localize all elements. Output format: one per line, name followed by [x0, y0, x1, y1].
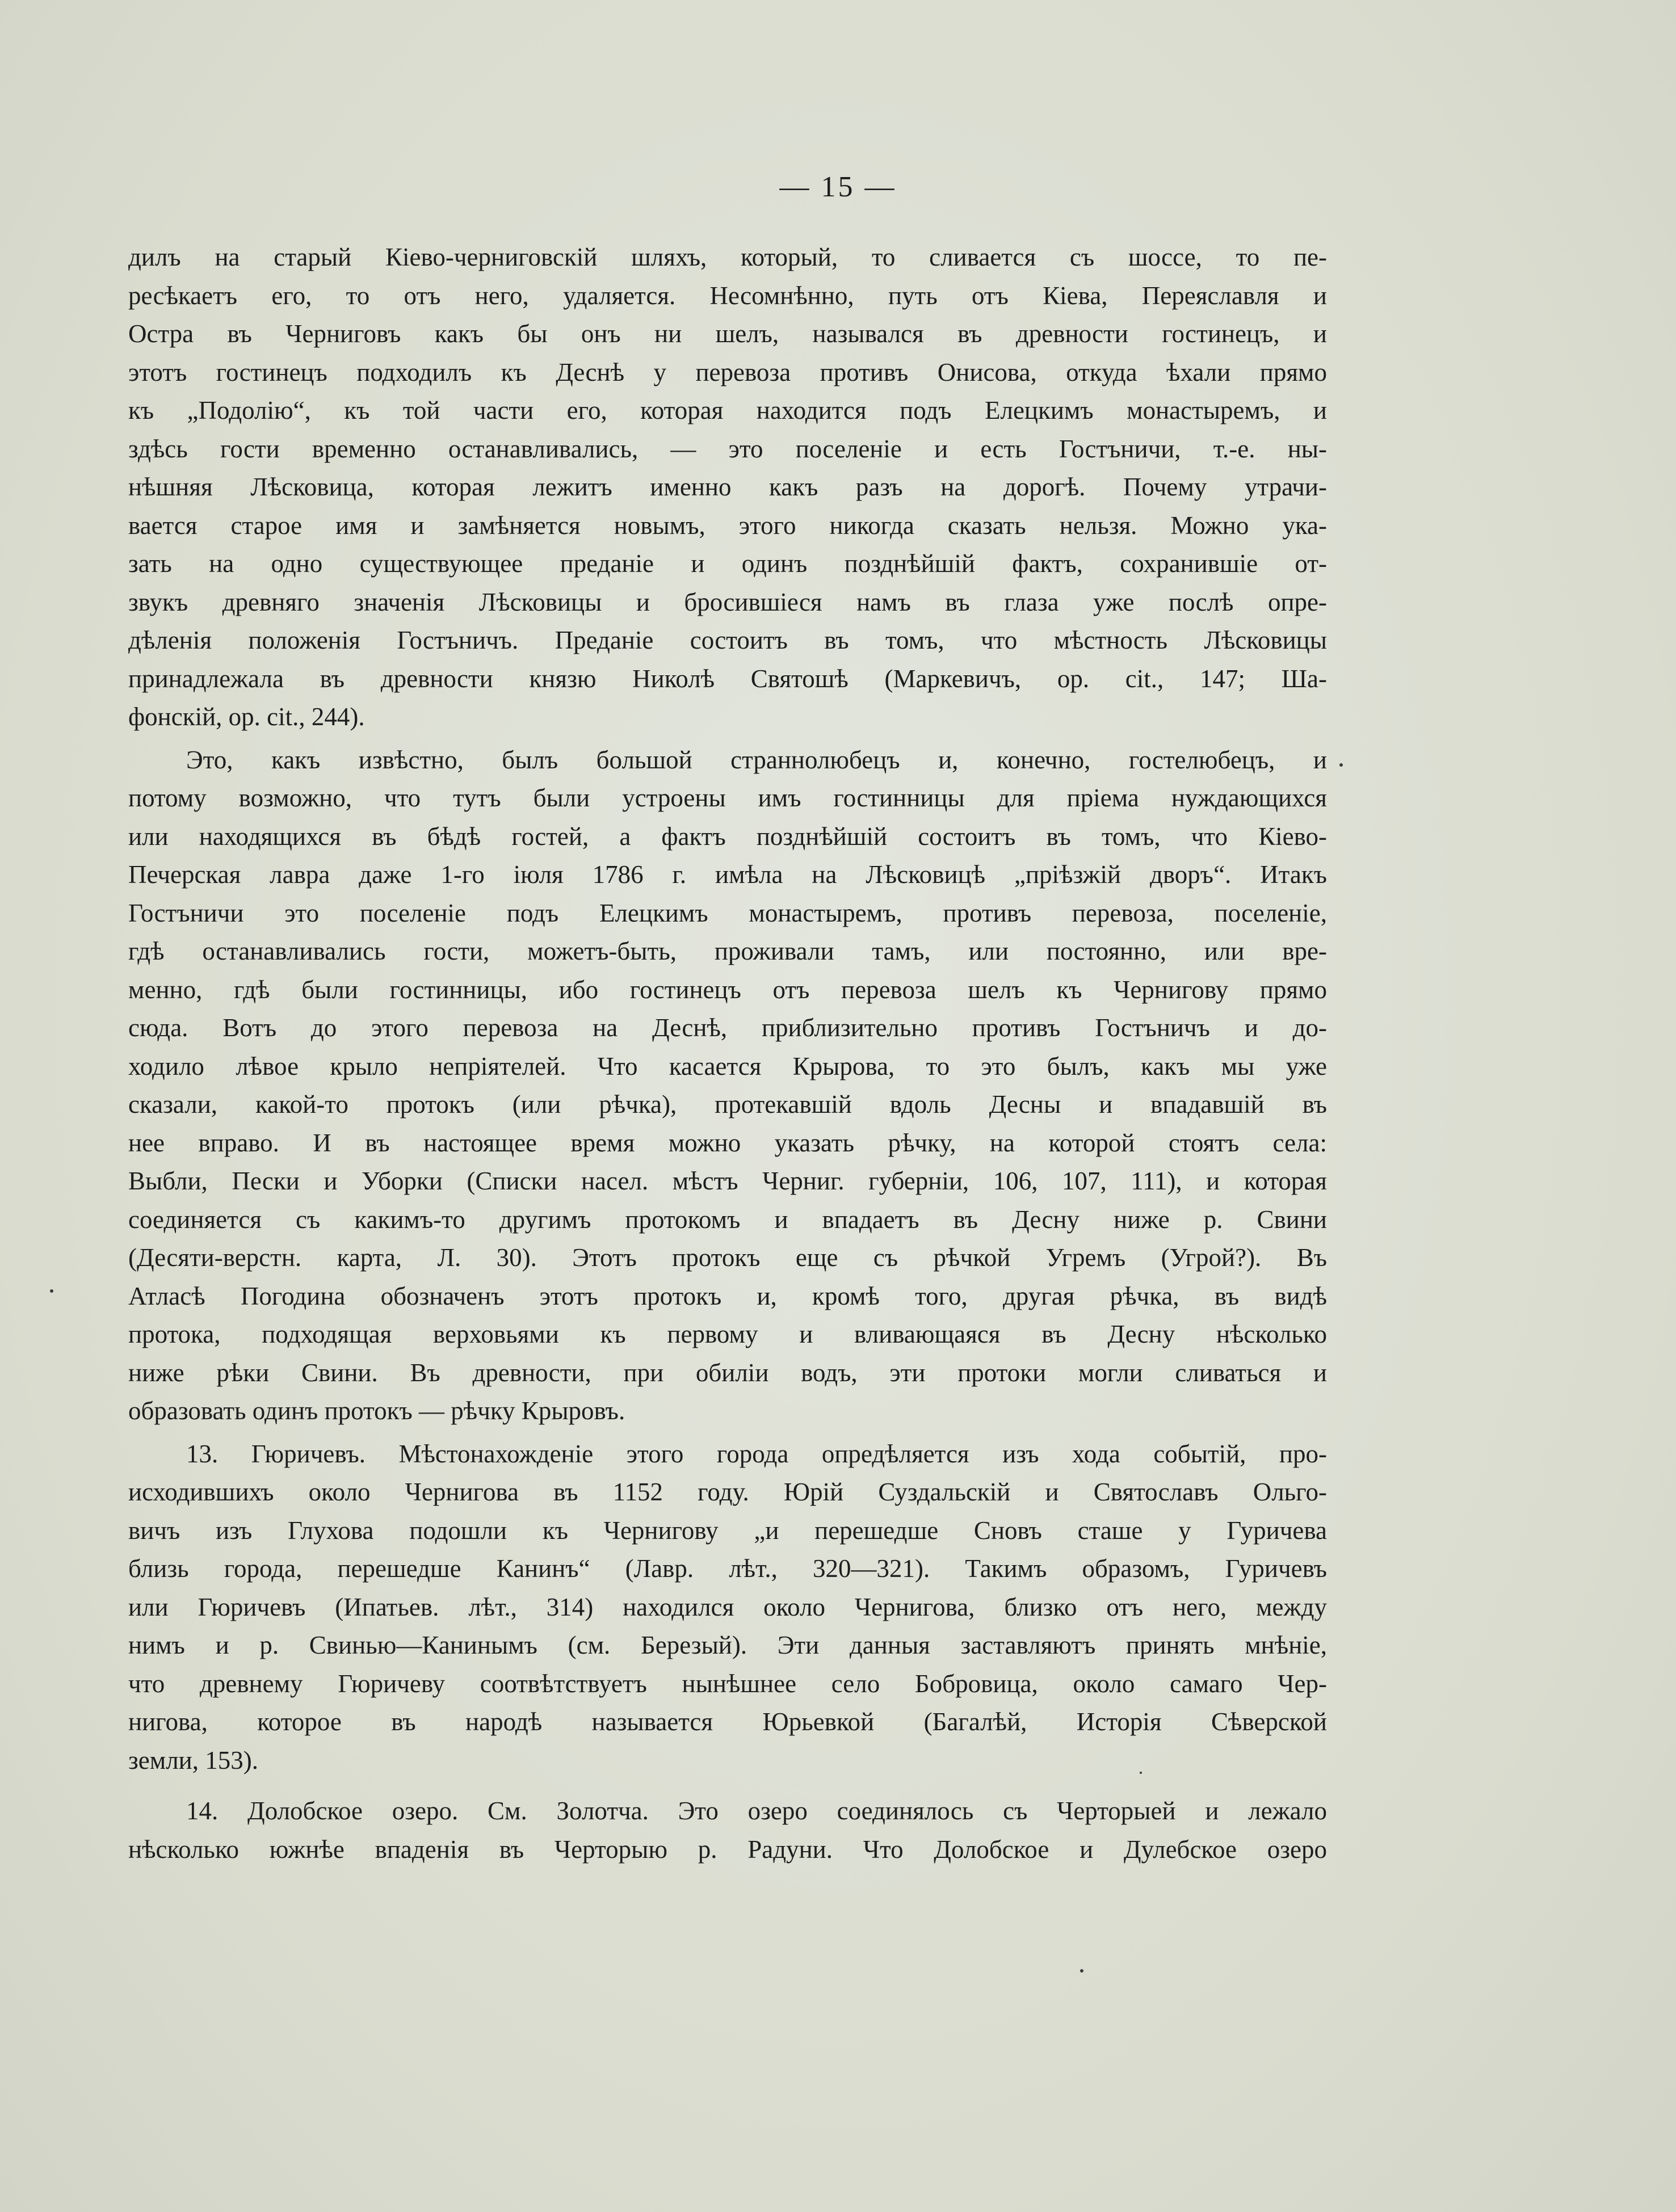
body-text [128, 238, 1327, 1869]
text-line: 14. Долобское озеро. См. Золотча. Это озеро соединялось съ Черторыей и лежало [186, 1797, 1327, 1825]
text-line: 13. Гюричевъ. Мѣстонахожденіе этого города опредѣляется изъ хода событій, про- [186, 1439, 1327, 1468]
text-line: сказали, какой-то протокъ (или рѣчка), протекавшій вдоль Десны и впадавшій въ [128, 1090, 1327, 1118]
paragraph-spacer [128, 1431, 1327, 1435]
text-line: ходило лѣвое крыло непріятелей. Что касается Крырова, то это былъ, какъ мы уже [128, 1052, 1327, 1080]
text-line: нигова, которое въ народѣ называется Юрьевкой (Багалѣй, Исторія Сѣверской [128, 1708, 1327, 1736]
scan-speck [1339, 763, 1343, 767]
text-line: вается старое имя и замѣняется новымъ, этого никогда сказать нельзя. Можно ука- [128, 511, 1327, 540]
text-line: дѣленія положенія Гостъничъ. Преданіе состоитъ въ томъ, что мѣстность Лѣсковицы [128, 626, 1327, 654]
text-line: нее вправо. И въ настоящее время можно указать рѣчку, на которой стоятъ села: [128, 1128, 1327, 1157]
text-line: здѣсь гости временно останавливались, — это поселеніе и есть Гостъничи, т.-е. ны- [128, 434, 1327, 463]
text-line: къ „Подолію“, къ той части его, которая находится подъ Елецкимъ монастыремъ, и [128, 396, 1327, 424]
text-line: нѣшняя Лѣсковица, которая лежитъ именно какъ разъ на дорогѣ. Почему утрачи- [128, 473, 1327, 501]
text-line: Гостъничи это поселеніе подъ Елецкимъ монастыремъ, противъ перевоза, поселеніе, [128, 898, 1327, 927]
text-line: менно, гдѣ были гостинницы, ибо гостинецъ отъ перевоза шелъ къ Чернигову прямо [128, 975, 1327, 1004]
text-line: принадлежала въ древности князю Николѣ Святошѣ (Маркевичъ, op. cit., 147; Ша- [128, 664, 1327, 693]
text-line: дилъ на старый Кіево-черниговскій шляхъ, который, то сливается съ шоссе, то пе- [128, 243, 1327, 271]
text-line: Остра въ Черниговъ какъ бы онъ ни шелъ, назывался въ древности гостинецъ, и [128, 319, 1327, 348]
text-line: гдѣ останавливались гости, можетъ-быть, проживали тамъ, или постоянно, или вре- [128, 937, 1327, 965]
text-line: нимъ и р. Свинью—Канинымъ (см. Березый). Эти данныя заставляютъ принять мнѣніе, [128, 1631, 1327, 1659]
text-line: протока, подходящая верховьями къ первому и вливающаяся въ Десну нѣсколько [128, 1320, 1327, 1348]
text-line: сюда. Вотъ до этого перевоза на Деснѣ, приблизительно противъ Гостъничъ и до- [128, 1014, 1327, 1042]
text-line: звукъ древняго значенія Лѣсковицы и бросившіеся намъ въ глаза уже послѣ опре- [128, 587, 1327, 616]
paragraph-1 [128, 238, 1327, 737]
text-line: Печерская лавра даже 1-го іюля 1786 г. имѣла на Лѣсковицѣ „пріѣзжій дворъ“. Итакъ [128, 860, 1327, 889]
text-line: (Десяти-верстн. карта, Л. 30). Этотъ протокъ еще съ рѣчкой Угремъ (Угрой?). Въ [128, 1243, 1327, 1272]
scan-speck [50, 1289, 53, 1293]
text-line: земли, 153). [128, 1746, 258, 1774]
page-number: — 15 — [779, 171, 897, 203]
text-line: или находящихся въ бѣдѣ гостей, а фактъ позднѣйшій состоитъ въ томъ, что Кіево- [128, 822, 1327, 851]
text-line: Это, какъ извѣстно, былъ большой страннолюбецъ и, конечно, гостелюбецъ, и [186, 745, 1327, 774]
text-line: Выбли, Пески и Уборки (Списки насел. мѣстъ Черниг. губерніи, 106, 107, 111), и которая [128, 1167, 1327, 1195]
text-line: или Гюричевъ (Ипатьев. лѣт., 314) находился около Чернигова, близко отъ него, между [128, 1592, 1327, 1621]
paragraph-2 [128, 741, 1327, 1431]
paragraph-3 [128, 1435, 1327, 1780]
text-line: фонскій, op. cit., 244). [128, 703, 365, 731]
paragraph-spacer [128, 737, 1327, 741]
text-line: Атласѣ Погодина обозначенъ этотъ протокъ и, кромѣ того, другая рѣчка, въ видѣ [128, 1281, 1327, 1310]
text-line: вичъ изъ Глухова подошли къ Чернигову „и перешедше Сновъ сташе у Гуричева [128, 1516, 1327, 1545]
text-line: потому возможно, что тутъ были устроены имъ гостинницы для пріема нуждающихся [128, 784, 1327, 812]
paragraph-spacer [128, 1780, 1327, 1792]
scan-speck [1080, 1969, 1083, 1973]
text-line: ресѣкаетъ его, то отъ него, удаляется. Несомнѣнно, путь отъ Кіева, Переяславля и [128, 281, 1327, 310]
text-line: зать на одно существующее преданіе и одинъ позднѣйшій фактъ, сохранившіе от- [128, 549, 1327, 578]
text-line: исходившихъ около Чернигова въ 1152 году. Юрій Суздальскій и Святославъ Ольго- [128, 1478, 1327, 1506]
text-line: этотъ гостинецъ подходилъ къ Деснѣ у перевоза противъ Онисова, откуда ѣхали прямо [128, 358, 1327, 386]
text-line: ниже рѣки Свини. Въ древности, при обиліи водъ, эти протоки могли сливаться и [128, 1358, 1327, 1387]
text-line: нѣсколько южнѣе впаденія въ Черторыю р. Радуни. Что Долобское и Дулебское озеро [128, 1835, 1327, 1864]
paragraph-4 [128, 1792, 1327, 1869]
text-line: соединяется съ какимъ-то другимъ протокомъ и впадаетъ въ Десну ниже р. Свини [128, 1205, 1327, 1234]
text-line: что древнему Гюричеву соотвѣтствуетъ нынѣшнее село Бобровица, около самаго Чер- [128, 1669, 1327, 1698]
text-line: образовать одинъ протокъ — рѣчку Крыровъ. [128, 1397, 625, 1425]
text-line: близь города, перешедше Канинъ“ (Лавр. лѣт., 320—321). Такимъ образомъ, Гуричевъ [128, 1554, 1327, 1583]
scan-speck [1140, 1772, 1142, 1774]
